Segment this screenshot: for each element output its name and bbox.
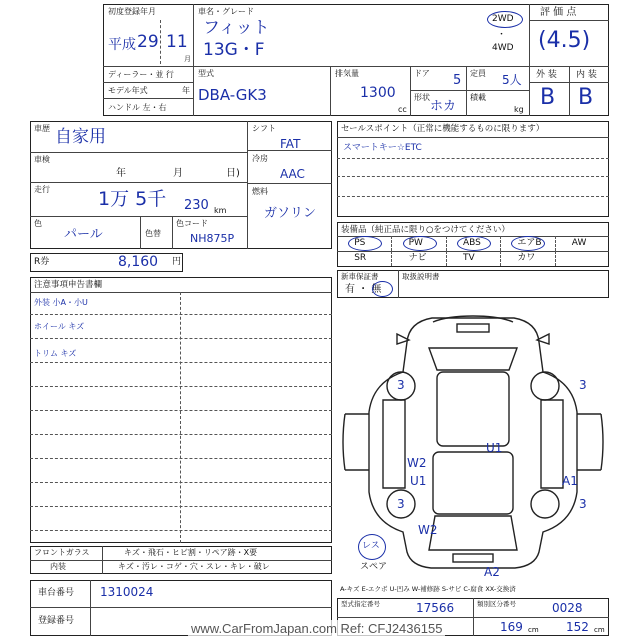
drive-4wd: 4WD — [492, 43, 514, 53]
equipment-item: SR — [354, 253, 367, 263]
dealer-label: ディーラー・並 行 — [108, 70, 174, 79]
note-line: 外装 小A・小U — [34, 298, 88, 307]
ac-label: 冷房 — [252, 154, 268, 163]
header-divider — [466, 66, 467, 116]
header-divider — [569, 66, 570, 116]
les-note: レス — [362, 541, 380, 551]
equipment-item: AW — [571, 238, 587, 248]
name-grade-label: 車名・グレード — [198, 7, 254, 16]
class-value: 0028 — [552, 601, 583, 615]
height-value: 152 — [566, 620, 589, 634]
yen-unit: 円 — [172, 257, 182, 267]
watermark: www.CarFromJapan.com Ref: CFJ2436155 — [188, 620, 445, 637]
registration-label: 登録番号 — [38, 616, 75, 626]
history-divider — [172, 216, 173, 249]
sales-points-block — [337, 121, 609, 217]
mileage-label: 走行 — [34, 185, 50, 194]
equipment-title: 装備品（純正品に限り○をつけてください） — [341, 225, 510, 235]
recycle-label: R券 — [34, 257, 50, 267]
header-divider — [330, 66, 331, 116]
interior-grade: B — [578, 85, 594, 110]
note-line: ホイール キズ — [34, 322, 85, 331]
spare-label: スペア — [360, 562, 388, 572]
diagram-mark: A1 — [562, 474, 578, 488]
color-swap-label: 色替 — [145, 229, 161, 238]
header-divider — [410, 90, 529, 91]
door-value: 5 — [453, 73, 462, 88]
score-value: (4.5) — [538, 28, 591, 53]
history-divider — [140, 216, 141, 249]
history-divider — [30, 182, 247, 183]
color-value: パール — [64, 227, 103, 242]
diagram-mark: 3 — [397, 497, 405, 511]
header-divider — [529, 20, 609, 21]
color-code: NH875P — [190, 232, 235, 245]
equipment-cell-divider — [391, 236, 392, 251]
month-value: 11 — [166, 32, 188, 52]
shift-label: シフト — [252, 124, 276, 133]
model-type: DBA-GK3 — [198, 86, 267, 104]
km-unit: km — [214, 206, 227, 215]
history-divider — [247, 121, 248, 249]
equipment-cell-divider — [500, 251, 501, 266]
vehicle-number-label: 車台番号 — [38, 588, 75, 598]
note-line-rule — [30, 434, 332, 435]
manual-label: 取扱説明書 — [402, 272, 440, 281]
diagram-mark: W2 — [418, 523, 438, 537]
diagram-mark: W2 — [407, 456, 427, 470]
door-label: ドア — [414, 69, 430, 78]
capacity-label: 定員 — [470, 69, 486, 78]
drive-2wd: 2WD — [492, 14, 514, 24]
equipment-item: カワ — [517, 253, 536, 263]
equipment-cell-divider — [555, 236, 556, 251]
color-label: 色 — [34, 219, 42, 228]
equipment-divider — [337, 251, 609, 252]
sales-line — [337, 176, 609, 177]
interior-label: 内装 — [50, 562, 66, 571]
score-label: 評 価 点 — [540, 7, 577, 18]
shift-value: FAT — [280, 137, 301, 151]
vehicle-number-value: 1310024 — [100, 585, 154, 599]
era-label: 平成 — [108, 37, 136, 53]
note-line-rule — [30, 482, 332, 483]
capacity-value: 5人 — [502, 73, 522, 87]
inspection-month: 月 — [173, 168, 183, 179]
diagram-mark: U1 — [486, 441, 503, 455]
warranty-selected-circle — [372, 281, 393, 297]
fuel-label: 燃料 — [252, 187, 268, 196]
note-line-rule — [30, 458, 332, 459]
height-unit: cm — [594, 626, 605, 634]
header-divider — [103, 98, 193, 99]
history-label: 車歴 — [34, 124, 50, 133]
exterior-label: 外 装 — [536, 70, 557, 80]
note-line-rule — [30, 362, 332, 363]
header-divider — [193, 4, 194, 116]
exterior-grade: B — [540, 85, 556, 110]
loading-label: 積載 — [470, 93, 486, 102]
equipment-circle — [348, 236, 382, 251]
diagram-mark: 3 — [579, 378, 587, 392]
diagram-mark: 3 — [579, 497, 587, 511]
ac-value: AAC — [280, 167, 305, 181]
mileage-extra: 230 — [184, 198, 209, 213]
type-spec-value: 17566 — [416, 601, 455, 615]
history-divider — [30, 216, 247, 217]
warranty-divider — [398, 270, 399, 298]
equipment-item: PW — [408, 238, 423, 248]
month-unit: 月 — [184, 55, 191, 63]
inspection-label: 車検 — [34, 155, 50, 164]
vehicle-divider — [30, 607, 332, 608]
history-divider — [247, 183, 332, 184]
header-divider — [529, 4, 530, 116]
car-name: フィット — [203, 18, 270, 38]
mileage-value: 1万 5千 — [98, 188, 167, 210]
equipment-cell-divider — [446, 251, 447, 266]
diagram-mark: A2 — [484, 565, 500, 579]
header-divider — [410, 66, 411, 116]
model-year-label: モデル年式 — [108, 86, 148, 95]
sales-divider — [337, 137, 609, 138]
spec-divider — [473, 598, 474, 636]
history-divider — [30, 152, 247, 153]
reg-year-label: 初度登録年月 — [108, 7, 156, 16]
equipment-cell-divider — [555, 251, 556, 266]
recycle-box — [30, 253, 183, 272]
new-car-label: 新車保証書 — [341, 272, 379, 281]
equipment-item: ナビ — [408, 253, 427, 263]
glass-divider — [30, 560, 332, 561]
sales-points-title: セールスポイント（正常に機能するものに限ります） — [341, 124, 545, 134]
inspection-day: 日) — [226, 168, 240, 179]
note-line-rule — [30, 506, 332, 507]
year-value: 29 — [137, 32, 159, 52]
sales-line — [337, 158, 609, 159]
year-month-divider — [160, 20, 161, 64]
sales-point-line: スマートキー☆ETC — [343, 143, 422, 153]
equipment-item: PS — [354, 238, 366, 248]
note-line-rule — [30, 386, 332, 387]
color-code-label: 色コード — [176, 219, 208, 228]
width-value: 169 — [500, 620, 523, 634]
equipment-cell-divider — [446, 236, 447, 251]
note-line: トリム キズ — [34, 349, 77, 358]
vehicle-divider — [90, 580, 91, 636]
equipment-cell-divider — [391, 251, 392, 266]
diagram-mark: 3 — [397, 378, 405, 392]
equipment-item: TV — [463, 253, 475, 263]
equipment-cell-divider — [500, 236, 501, 251]
inspection-year: 年 — [116, 168, 126, 179]
shape-value: ホカ — [430, 99, 457, 114]
diagram-mark: U1 — [410, 474, 427, 488]
note-line-rule — [30, 338, 332, 339]
history-value: 自家用 — [55, 127, 106, 147]
equipment-circle — [457, 236, 491, 251]
note-line-rule — [30, 410, 332, 411]
note-line-rule — [30, 314, 332, 315]
equipment-item: エアB — [517, 238, 542, 248]
equipment-item: ABS — [463, 238, 481, 248]
interior-label: 内 装 — [576, 70, 597, 80]
kg-unit: kg — [514, 105, 524, 114]
displacement: 1300 — [360, 85, 396, 101]
equipment-circle — [403, 236, 437, 251]
fuel-value: ガソリン — [264, 206, 317, 221]
type-spec-label: 型式指定番号 — [341, 600, 380, 608]
year-unit: 年 — [182, 86, 190, 95]
header-divider — [103, 82, 193, 83]
notes-divider — [30, 292, 332, 293]
note-line-rule — [30, 530, 332, 531]
class-label: 類別区分番号 — [477, 600, 516, 608]
shape-label: 形状 — [414, 93, 430, 102]
width-unit: cm — [528, 626, 539, 634]
displacement-label: 排気量 — [335, 69, 359, 78]
grade: 13G・F — [203, 40, 265, 60]
sales-line — [337, 196, 609, 197]
recycle-value: 8,160 — [118, 254, 159, 270]
diagram-legend: A-キズ E-エクボ U-凹み W-補修跡 S-サビ C-腐食 XX-交換済 — [340, 585, 516, 593]
interior-text: キズ・汚レ・コゲ・穴・スレ・キレ・破レ — [118, 562, 270, 571]
front-glass-text: キズ・飛石・ヒビ割・リペア跡・X要 — [124, 548, 258, 557]
model-type-label: 型式 — [198, 69, 214, 78]
front-glass-label: フロントガラス — [34, 548, 90, 557]
drive-dot: ・ — [497, 30, 507, 40]
handle-label: ハンドル 左・右 — [108, 103, 167, 112]
notes-title: 注意事項申告書欄 — [34, 280, 103, 290]
cc-unit: cc — [398, 105, 407, 114]
warranty-options: 有 ・ 無 — [345, 284, 382, 295]
